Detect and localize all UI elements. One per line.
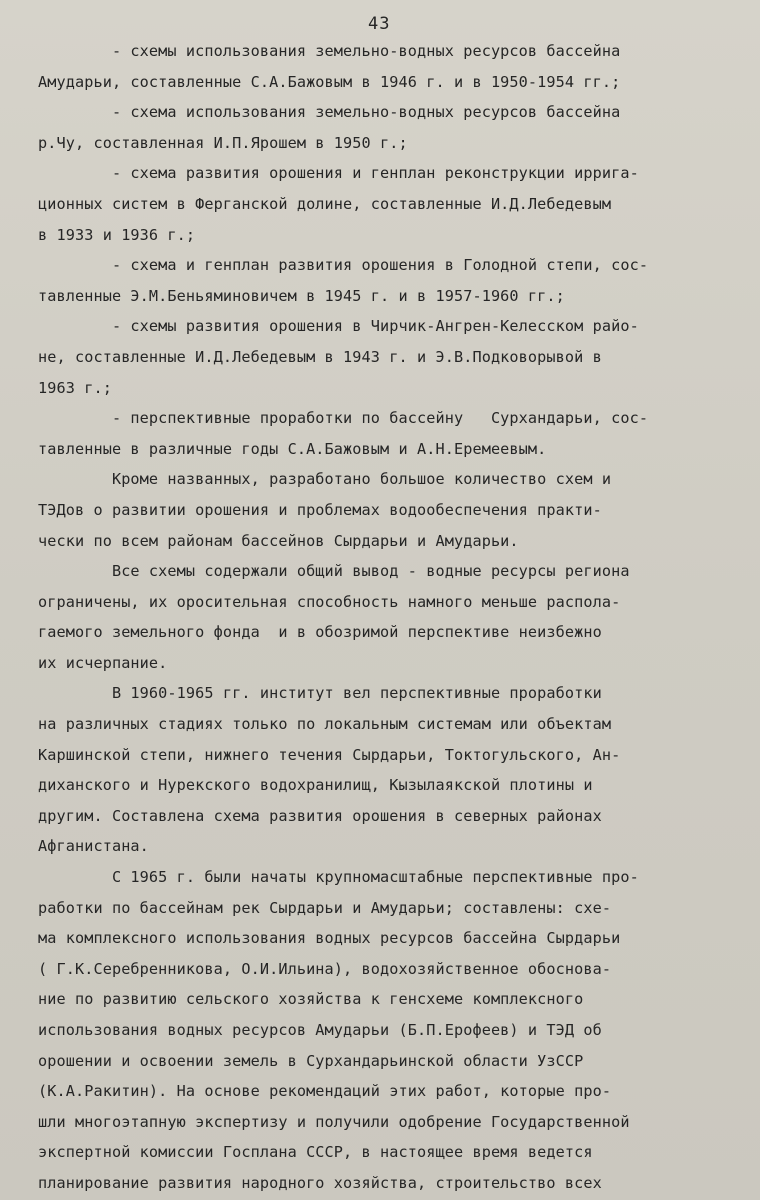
text-line: Каршинской степи, нижнего течения Сырдарьи, Токтогульского, Ан- [38, 745, 621, 764]
text-line: - схема использования земельно-водных ресурсов бассейна [38, 103, 621, 122]
body-text [38, 36, 738, 1199]
text-line: ционных систем в Ферганской долине, составленные И.Д.Лебедевым [38, 194, 612, 213]
text-line: чески по всем районам бассейнов Сырдарьи и Амударьи. [38, 531, 519, 550]
text-line: - схемы использования земельно-водных ресурсов бассейна [38, 42, 621, 60]
text-line: С 1965 г. были начаты крупномасштабные перспективные про- [38, 868, 639, 887]
text-line: другим. Составлена схема развития орошения в северных районах [38, 806, 602, 825]
text-line: гаемого земельного фонда и в обозримой перспективе неизбежно [38, 623, 602, 642]
text-line: ( Г.К.Серебренникова, О.И.Ильина), водохозяйственное обоснова- [38, 959, 612, 978]
text-line: 1963 г.; [38, 378, 112, 397]
text-line: шли многоэтапную экспертизу и получили одобрение Государственной [38, 1112, 630, 1131]
text-line: - схема и генплан развития орошения в Голодной степи, сос- [38, 256, 649, 275]
text-line: Кроме названных, разработано большое количество схем и [38, 470, 612, 489]
text-line: планирование развития народного хозяйства, строительство всех [38, 1173, 602, 1192]
text-line: ма комплексного использования водных ресурсов бассейна Сырдарьи [38, 929, 621, 948]
text-line: (К.А.Ракитин). На основе рекомендаций этих работ, которые про- [38, 1082, 612, 1101]
page-number: 43 [368, 14, 391, 34]
text-line: - схемы развития орошения в Чирчик-Ангрен-Келесском райо- [38, 317, 639, 336]
text-line: использования водных ресурсов Амударьи (Б.П.Ерофеев) и ТЭД об [38, 1021, 602, 1039]
text-line: их исчерпание. [38, 653, 168, 672]
text-line: тавленные Э.М.Беньяминовичем в 1945 г. и в 1957-1960 гг.; [38, 286, 565, 305]
text-line: р.Чу, составленная И.П.Ярошем в 1950 г.; [38, 133, 408, 152]
text-line: - перспективные проработки по бассейну Сурхандарьи, сос- [38, 409, 649, 428]
text-line: диханского и Нурекского водохранилищ, Кызылаякской плотины и [38, 776, 593, 795]
text-line: ТЭДов о развитии орошения и проблемах водообеспечения практи- [38, 500, 602, 519]
text-line: орошении и освоении земель в Сурхандарьинской области УзССР [38, 1051, 584, 1070]
text-line: - схема развития орошения и генплан реконструкции ирригa- [38, 164, 639, 183]
text-line: в 1933 и 1936 г.; [38, 225, 196, 244]
text-line: работки по бассейнам рек Сырдарьи и Амударьи; составлены: схе- [38, 898, 612, 917]
text-line: ние по развитию сельского хозяйства к генсхеме комплексного [38, 990, 584, 1009]
text-line: Все схемы содержали общий вывод - водные ресурсы региона [38, 562, 630, 581]
text-line: Амударьи, составленные С.А.Бажовым в 1946 г. и в 1950-1954 гг.; [38, 72, 621, 91]
text-line: В 1960-1965 гг. институт вел перспективные проработки [38, 684, 602, 703]
text-line: Афганистана. [38, 837, 149, 856]
text-line: тавленные в различные годы С.А.Бажовым и А.Н.Еремеевым. [38, 439, 547, 458]
text-line: на различных стадиях только по локальным системам или объектам [38, 715, 612, 734]
text-line: экспертной комиссии Госплана СССР, в настоящее время ведется [38, 1143, 593, 1162]
text-line: ограничены, их оросительная способность намного меньше распола- [38, 592, 621, 611]
text-line: не, составленные И.Д.Лебедевым в 1943 г. и Э.В.Подковорывой в [38, 347, 602, 366]
